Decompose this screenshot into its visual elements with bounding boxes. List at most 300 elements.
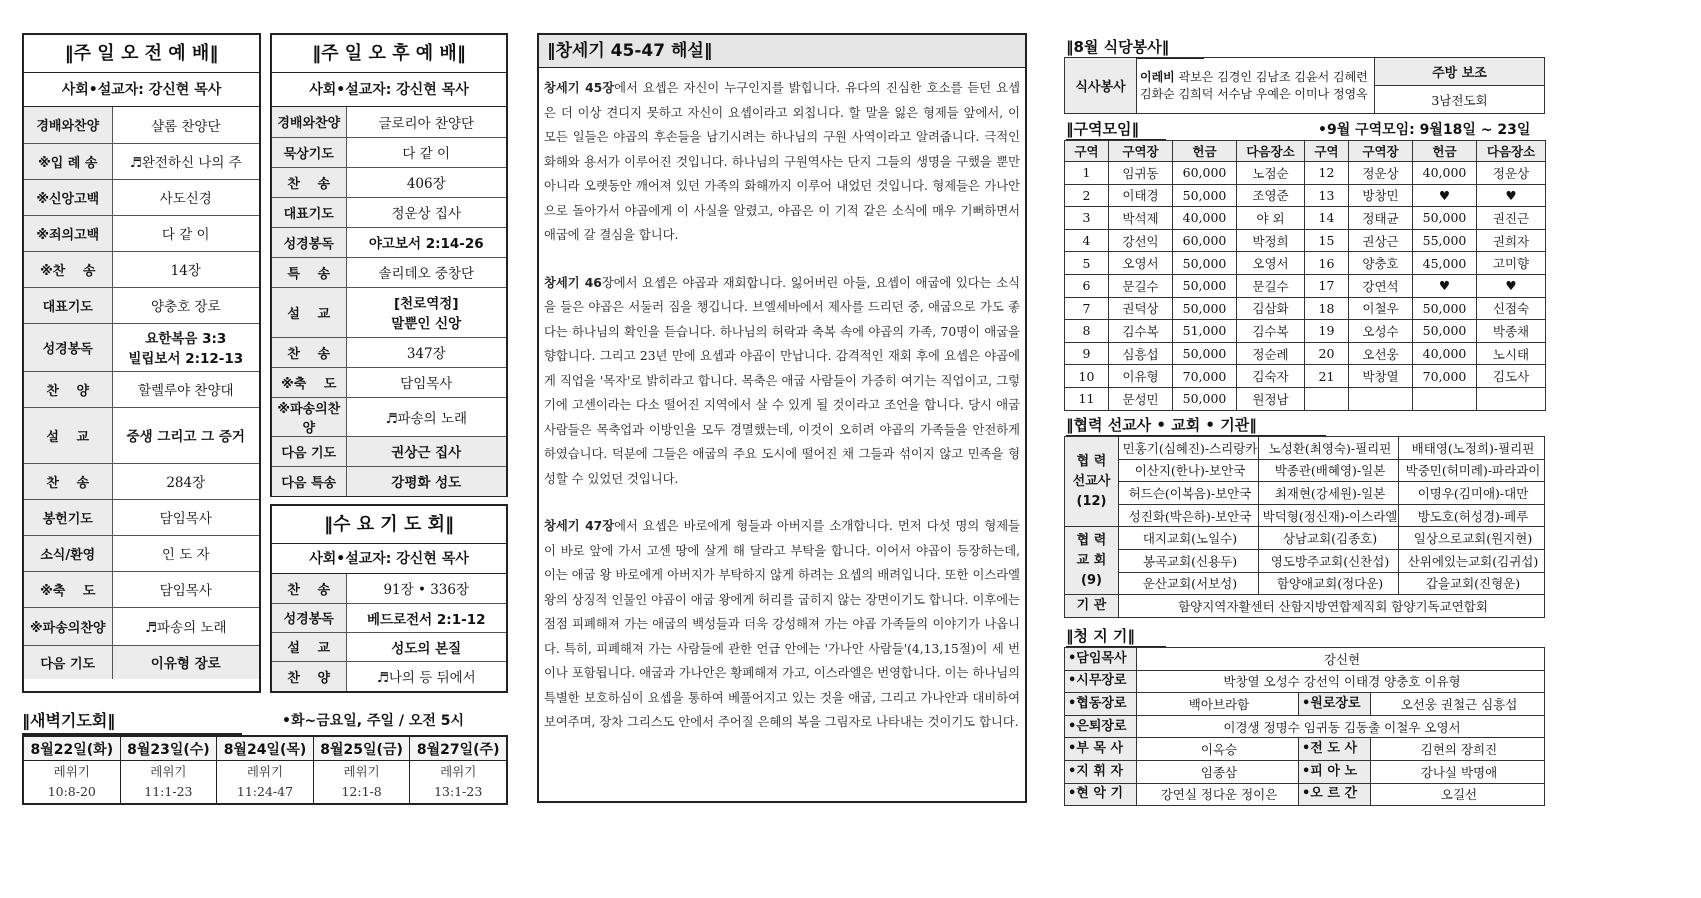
morning-row-label: 소식/환영 bbox=[24, 535, 112, 571]
district-cell: 심흥섭 bbox=[1109, 342, 1173, 365]
dawn-reading bbox=[313, 761, 410, 804]
district-cell: 1 bbox=[1065, 162, 1109, 185]
district-cell: 오영서 bbox=[1109, 252, 1173, 275]
role-value: 김현의 장희진 bbox=[1371, 738, 1545, 761]
morning-row bbox=[24, 179, 259, 215]
morning-row-value bbox=[112, 571, 259, 607]
wednesday-row bbox=[272, 661, 506, 691]
district-cell: 신점숙 bbox=[1477, 297, 1546, 320]
morning-row bbox=[24, 645, 259, 679]
district-row bbox=[1065, 252, 1546, 275]
church-cell: 영도방주교회(신찬섭) bbox=[1259, 549, 1399, 572]
missionary-row bbox=[1065, 459, 1545, 482]
afternoon-row bbox=[272, 436, 506, 466]
district-cell: 임귀동 bbox=[1109, 162, 1173, 185]
paragraph-46-lead: 창세기 46 bbox=[544, 275, 602, 290]
org-list: 함양지역자활센터 산함지방연합제직회 함양기독교연합회 bbox=[1119, 595, 1545, 618]
district-cell: 50,000 bbox=[1413, 297, 1477, 320]
district-cell: 박정희 bbox=[1237, 229, 1305, 252]
district-row bbox=[1065, 297, 1546, 320]
morning-row bbox=[24, 287, 259, 323]
wednesday-row-value bbox=[346, 574, 506, 603]
role-label: •현 악 기 bbox=[1065, 783, 1137, 806]
district-cell: 방창민 bbox=[1349, 184, 1413, 207]
role-value: 임종삼 bbox=[1137, 760, 1299, 783]
district-cell: 권상근 bbox=[1349, 229, 1413, 252]
district-row bbox=[1065, 207, 1546, 230]
morning-row-label: ※입 례 송 bbox=[24, 143, 112, 179]
role-label: •전 도 사 bbox=[1299, 738, 1371, 761]
district-cell: 오성수 bbox=[1349, 320, 1413, 343]
district-cell: 정운상 bbox=[1477, 162, 1546, 185]
afternoon-row-value bbox=[346, 167, 506, 197]
dawn-reading bbox=[120, 761, 217, 804]
afternoon-row-value-text: 담임목사 bbox=[400, 376, 453, 392]
church-cell: 일상으로교회(원지현) bbox=[1399, 527, 1545, 550]
district-cell: 21 bbox=[1305, 365, 1349, 388]
wednesday-row-value-text: ♬나의 등 뒤에서 bbox=[376, 670, 476, 687]
role-value: 강나실 박명애 bbox=[1371, 760, 1545, 783]
dawn-book: 레위기 bbox=[150, 764, 187, 779]
district-cell: 4 bbox=[1065, 229, 1109, 252]
afternoon-row-value-text-2: 말뿐인 신앙 bbox=[391, 316, 462, 332]
morning-row bbox=[24, 571, 259, 607]
district-cell: 12 bbox=[1305, 162, 1349, 185]
district-cell: 50,000 bbox=[1413, 320, 1477, 343]
role-label: •원로장로 bbox=[1299, 693, 1371, 716]
morning-row-value bbox=[112, 535, 259, 571]
wednesday-prayer-box bbox=[270, 504, 508, 693]
district-cell: ♥ bbox=[1477, 274, 1546, 297]
district-cell: 원정남 bbox=[1237, 387, 1305, 410]
dawn-prayer-note: •화~금요일, 주일 / 오전 5시 bbox=[282, 713, 465, 729]
afternoon-row-value bbox=[346, 466, 506, 496]
wednesday-row-value bbox=[346, 632, 506, 661]
genesis-commentary-title: ‖창세기 45-47 해설‖ bbox=[539, 35, 1025, 68]
district-cell: 51,000 bbox=[1173, 320, 1237, 343]
church-cell: 봉곡교회(신용두) bbox=[1119, 549, 1259, 572]
role-value: 이경생 정명수 임귀동 김동출 이철우 오영서 bbox=[1137, 715, 1545, 738]
district-header: 다음장소 bbox=[1477, 141, 1546, 162]
paragraph-45-text: 에서 요셉은 자신이 누구인지를 밝힙니다. 유다의 진심한 호소를 듣던 요셉은 더 이상 견디지 못하고 자신이 요셉이라고 외칩니다. 할 말을 잃은 형제들 앞에서, 이 모든 일들은 야곱의 후손들을 남기시려는 하나님의 구원 사역이라고 알려줍니다. 극적인 화해와 용서가 이루어진 것입니다. 하나님의 구원역사는 단지 그들의 생명을 구했을 뿐만 아니라 오랫동안 깨어져 있던 가족의 화해까지 이루어 내었던 것입니다. 형제들은 가나안으로 돌아가서 야곱에게 이 사실을 알렸고, 야곱은 이 기적 같은 소식에 매우 기뻐하면서 애굽에 갈 결심을 합니다. bbox=[544, 81, 1020, 242]
wednesday-row bbox=[272, 603, 506, 632]
district-cell: 김도사 bbox=[1477, 365, 1546, 388]
afternoon-row bbox=[272, 227, 506, 257]
cafeteria-names-list: 곽보은 김경인 김남조 김윤서 김혜련 김화순 김희덕 서수남 우예은 이미나 정영옥 bbox=[1140, 69, 1368, 101]
role-label: •지 휘 자 bbox=[1065, 760, 1137, 783]
district-cell: 60,000 bbox=[1173, 162, 1237, 185]
dawn-date: 8월22일(화) bbox=[24, 737, 121, 761]
afternoon-row bbox=[272, 466, 506, 496]
dawn-reading bbox=[217, 761, 314, 804]
afternoon-row-label: ※파송의찬양 bbox=[272, 397, 346, 436]
roles-table bbox=[1064, 647, 1545, 806]
missionary-cell: 박중민(허미례)-파라과이 bbox=[1399, 459, 1545, 482]
wednesday-row-label: 성경봉독 bbox=[272, 603, 346, 632]
district-cell: 김수복 bbox=[1109, 320, 1173, 343]
cafeteria-table bbox=[1064, 57, 1545, 114]
role-label: •담임목사 bbox=[1065, 648, 1137, 671]
morning-row bbox=[24, 371, 259, 407]
wednesday-prayer-leader: 사회•설교자: 강신현 목사 bbox=[272, 544, 506, 574]
paragraph-46-text: 장에서 요셉은 야곱과 재회합니다. 잃어버린 아들, 요셉이 애굽에 있다는 소식을 들은 야곱은 서둘러 짐을 챙깁니다. 브엘세바에서 제사를 드리던 중, 애굽으로 가도 좋다는 하나님의 확인을 듣습니다. 하나님의 허락과 축복 속에 야곱의 가족, 70명이 애굽을 향합니다. 그리고 23년 만에 요셉과 야곱이 만납니다. 감격적인 재회 후에 요셉은 야곱에게 직업을 '목자'로 밝히라고 합니다. 목축은 애굽 사람들이 가증히 여기는 직업이고, 그렇기에 고센이라는 다소 떨어진 지역에서 살 수 있게 될 것이라고 조언을 합니다. 당시 애굽 사람들은 목축업과 이방인을 모두 경멸했는데, 이것이 오히려 야곱의 가족들을 안전하게 하였습니다. 덕분에 그들은 애굽의 주요 도시에 떨어진 채 그들과 섞이지 않고 민족을 형성할 수 있었던 것입니다. bbox=[544, 275, 1020, 486]
district-cell: 20 bbox=[1305, 342, 1349, 365]
role-label: •시무장로 bbox=[1065, 670, 1137, 693]
district-note: •9월 구역모임: 9월18일 ~ 23일 bbox=[1318, 122, 1531, 138]
missionary-cell: 방도호(허성경)-페루 bbox=[1399, 504, 1545, 527]
district-cell: ♥ bbox=[1413, 274, 1477, 297]
missionary-cell: 박종관(배혜영)-일본 bbox=[1259, 459, 1399, 482]
dawn-ref: 10:8-20 bbox=[47, 784, 96, 799]
district-cell: 정순례 bbox=[1237, 342, 1305, 365]
morning-row-label: ※찬 송 bbox=[24, 251, 112, 287]
cafeteria-names bbox=[1137, 58, 1375, 114]
morning-row-value-text: 이유형 장로 bbox=[150, 656, 221, 673]
afternoon-row bbox=[272, 167, 506, 197]
wednesday-row-value-text: 91장 • 336장 bbox=[383, 582, 470, 599]
morning-row-label: ※죄의고백 bbox=[24, 215, 112, 251]
dawn-book: 레위기 bbox=[343, 764, 380, 779]
afternoon-row bbox=[272, 367, 506, 397]
afternoon-service-table bbox=[272, 107, 506, 496]
district-cell: 18 bbox=[1305, 297, 1349, 320]
wednesday-prayer-title: ‖수 요 기 도 회‖ bbox=[272, 506, 506, 544]
district-cell: 10 bbox=[1065, 365, 1109, 388]
missionary-row bbox=[1065, 437, 1545, 460]
district-title: ‖구역모임‖ bbox=[1066, 118, 1166, 141]
missionary-cell: 노성환(최영숙)-필리핀 bbox=[1259, 437, 1399, 460]
district-cell: 55,000 bbox=[1413, 229, 1477, 252]
church-cell: 상남교회(김종호) bbox=[1259, 527, 1399, 550]
church-cell: 산위에있는교회(김귀섭) bbox=[1399, 549, 1545, 572]
district-cell: 정운상 bbox=[1349, 162, 1413, 185]
district-cell bbox=[1413, 387, 1477, 410]
district-cell: 40,000 bbox=[1173, 207, 1237, 230]
district-header: 헌금 bbox=[1413, 141, 1477, 162]
morning-row-value-text: 14장 bbox=[170, 263, 201, 279]
morning-service-title: ‖주 일 오 전 예 배‖ bbox=[24, 35, 259, 73]
missionary-cell: 민홍기(심혜진)-스리랑카 bbox=[1119, 437, 1259, 460]
district-row bbox=[1065, 229, 1546, 252]
morning-row bbox=[24, 107, 259, 143]
dawn-reading bbox=[410, 761, 507, 804]
morning-service-table bbox=[24, 107, 259, 679]
role-label: •오 르 간 bbox=[1299, 783, 1371, 806]
morning-row bbox=[24, 607, 259, 645]
district-cell: 50,000 bbox=[1173, 252, 1237, 275]
district-cell bbox=[1349, 387, 1413, 410]
missionary-cell: 박덕형(정신재)-이스라엘 bbox=[1259, 504, 1399, 527]
morning-row-value bbox=[112, 463, 259, 499]
dawn-ref: 11:24-47 bbox=[236, 784, 294, 799]
role-row bbox=[1065, 693, 1545, 716]
district-cell: 50,000 bbox=[1173, 184, 1237, 207]
morning-row bbox=[24, 215, 259, 251]
afternoon-row-label: 찬 송 bbox=[272, 167, 346, 197]
district-cell: 70,000 bbox=[1173, 365, 1237, 388]
afternoon-row-label: 특 송 bbox=[272, 257, 346, 287]
morning-row bbox=[24, 463, 259, 499]
roles-title: ‖청 지 기‖ bbox=[1066, 625, 1166, 648]
district-cell: 조영준 bbox=[1237, 184, 1305, 207]
district-cell: 2 bbox=[1065, 184, 1109, 207]
afternoon-row-label: 찬 송 bbox=[272, 337, 346, 367]
role-row bbox=[1065, 783, 1545, 806]
morning-row-label: 봉헌기도 bbox=[24, 499, 112, 535]
cafeteria-label: 식사봉사 bbox=[1065, 58, 1137, 114]
morning-row-value-text: ♬완전하신 나의 주 bbox=[129, 155, 242, 171]
morning-row-label: 찬 송 bbox=[24, 463, 112, 499]
district-cell: 박석제 bbox=[1109, 207, 1173, 230]
role-value: 오선웅 권철근 심흥섭 bbox=[1371, 693, 1545, 716]
afternoon-row-value bbox=[346, 397, 506, 436]
morning-row-value-text: 담임목사 bbox=[159, 583, 212, 599]
morning-row-label: ※신앙고백 bbox=[24, 179, 112, 215]
dawn-ref: 11:1-23 bbox=[144, 784, 193, 799]
district-cell: 고미향 bbox=[1477, 252, 1546, 275]
role-value: 박창열 오성수 강선익 이태경 양충호 이유형 bbox=[1137, 670, 1545, 693]
district-cell: 15 bbox=[1305, 229, 1349, 252]
district-cell: 50,000 bbox=[1413, 207, 1477, 230]
district-cell: 문길수 bbox=[1237, 274, 1305, 297]
district-cell: 문길수 bbox=[1109, 274, 1173, 297]
afternoon-row-value-text: 글로리아 찬양단 bbox=[378, 115, 475, 132]
district-cell: 8 bbox=[1065, 320, 1109, 343]
missionary-cell: 최재현(강세원)-일본 bbox=[1259, 482, 1399, 505]
district-cell: 7 bbox=[1065, 297, 1109, 320]
role-label: •피 아 노 bbox=[1299, 760, 1371, 783]
afternoon-row-value-text: 347장 bbox=[406, 346, 446, 362]
morning-row-value-text: 할렐루야 찬양대 bbox=[137, 383, 234, 399]
morning-row bbox=[24, 407, 259, 463]
afternoon-row-label: ※축 도 bbox=[272, 367, 346, 397]
missionary-cell: 이명우(김미애)-대만 bbox=[1399, 482, 1545, 505]
cafeteria-head: 이레비 bbox=[1140, 69, 1175, 84]
afternoon-row-value bbox=[346, 197, 506, 227]
role-row bbox=[1065, 738, 1545, 761]
missionary-cell: 성진화(박은하)-보안국 bbox=[1119, 504, 1259, 527]
afternoon-row-label: 성경봉독 bbox=[272, 227, 346, 257]
afternoon-row-value bbox=[346, 436, 506, 466]
district-cell: 50,000 bbox=[1173, 297, 1237, 320]
district-row bbox=[1065, 342, 1546, 365]
afternoon-row-value bbox=[346, 287, 506, 337]
church-cell: 갑을교회(진형운) bbox=[1399, 572, 1545, 595]
morning-row-value-text: 양충호 장로 bbox=[151, 299, 221, 315]
missionary-cell: 허드슨(이복음)-보안국 bbox=[1119, 482, 1259, 505]
org-label: 기 관 bbox=[1065, 595, 1119, 618]
district-cell: 박종채 bbox=[1477, 320, 1546, 343]
afternoon-row bbox=[272, 137, 506, 167]
district-table bbox=[1064, 140, 1546, 411]
district-cell: 19 bbox=[1305, 320, 1349, 343]
dawn-ref: 13:1-23 bbox=[434, 784, 483, 799]
district-cell: 5 bbox=[1065, 252, 1109, 275]
role-label: •부 목 사 bbox=[1065, 738, 1137, 761]
district-cell: 박창열 bbox=[1349, 365, 1413, 388]
dawn-book: 레위기 bbox=[440, 764, 477, 779]
role-row bbox=[1065, 715, 1545, 738]
kitchen-value: 3남전도회 bbox=[1375, 86, 1545, 114]
dawn-date: 8월23일(수) bbox=[120, 737, 217, 761]
afternoon-service-title: ‖주 일 오 후 예 배‖ bbox=[272, 35, 506, 73]
missionary-cell: 이산지(한나)-보안국 bbox=[1119, 459, 1259, 482]
district-cell: 60,000 bbox=[1173, 229, 1237, 252]
afternoon-row-value-text: 강평화 성도 bbox=[391, 475, 462, 492]
district-row bbox=[1065, 274, 1546, 297]
morning-row-value bbox=[112, 107, 259, 143]
morning-row-label: 성경봉독 bbox=[24, 323, 112, 371]
morning-row-value-text: 중생 그리고 그 증거 bbox=[126, 429, 245, 445]
wednesday-row-label: 설 교 bbox=[272, 632, 346, 661]
church-cell: 함양애교회(정다운) bbox=[1259, 572, 1399, 595]
missionary-row bbox=[1065, 504, 1545, 527]
dawn-date: 8월24일(목) bbox=[217, 737, 314, 761]
afternoon-row-value-text: 정운상 집사 bbox=[391, 206, 461, 222]
morning-row-label: 대표기도 bbox=[24, 287, 112, 323]
morning-row-value bbox=[112, 645, 259, 679]
morning-row-value bbox=[112, 607, 259, 645]
afternoon-row-label: 대표기도 bbox=[272, 197, 346, 227]
morning-row bbox=[24, 535, 259, 571]
role-value: 강신현 bbox=[1137, 648, 1545, 671]
district-cell: 오선웅 bbox=[1349, 342, 1413, 365]
paragraph-46 bbox=[539, 271, 1025, 492]
district-cell: 13 bbox=[1305, 184, 1349, 207]
dawn-book: 레위기 bbox=[246, 764, 284, 779]
district-cell: 40,000 bbox=[1413, 162, 1477, 185]
morning-row-label: ※축 도 bbox=[24, 571, 112, 607]
district-cell: 50,000 bbox=[1173, 387, 1237, 410]
morning-row-value-text: 다 같 이 bbox=[161, 227, 210, 243]
afternoon-row-value bbox=[346, 257, 506, 287]
afternoon-row-label: 묵상기도 bbox=[272, 137, 346, 167]
district-cell: 17 bbox=[1305, 274, 1349, 297]
district-cell: 이철우 bbox=[1349, 297, 1413, 320]
paragraph-45 bbox=[539, 76, 1025, 248]
wednesday-row bbox=[272, 632, 506, 661]
dawn-prayer-title: ‖새벽기도회‖ bbox=[22, 708, 242, 735]
afternoon-row-value-text: [천로역정] bbox=[393, 296, 459, 312]
genesis-commentary bbox=[537, 33, 1027, 803]
dawn-date: 8월27일(주) bbox=[410, 737, 507, 761]
morning-row-value bbox=[112, 143, 259, 179]
role-label: •협동장로 bbox=[1065, 693, 1137, 716]
morning-row-value bbox=[112, 407, 259, 463]
morning-row bbox=[24, 323, 259, 371]
afternoon-service-leader: 사회•설교자: 강신현 목사 bbox=[272, 73, 506, 107]
afternoon-row-label: 경배와찬양 bbox=[272, 107, 346, 137]
afternoon-row bbox=[272, 287, 506, 337]
afternoon-row-value bbox=[346, 367, 506, 397]
district-cell: 45,000 bbox=[1413, 252, 1477, 275]
afternoon-row-value bbox=[346, 107, 506, 137]
district-cell: 6 bbox=[1065, 274, 1109, 297]
district-row bbox=[1065, 162, 1546, 185]
role-value: 강연실 정다운 정이은 bbox=[1137, 783, 1299, 806]
morning-service-leader: 사회•설교자: 강신현 목사 bbox=[24, 73, 259, 107]
morning-service-box bbox=[22, 33, 261, 693]
district-header: 구역 bbox=[1065, 141, 1109, 162]
afternoon-row bbox=[272, 197, 506, 227]
afternoon-row-value bbox=[346, 227, 506, 257]
district-row bbox=[1065, 184, 1546, 207]
district-cell: 9 bbox=[1065, 342, 1109, 365]
morning-row-value-text: 담임목사 bbox=[159, 511, 212, 527]
afternoon-row bbox=[272, 337, 506, 367]
district-cell: 오영서 bbox=[1237, 252, 1305, 275]
district-cell bbox=[1477, 387, 1546, 410]
district-cell: 김숙자 bbox=[1237, 365, 1305, 388]
afternoon-row-value-text: 솔리데오 중창단 bbox=[378, 266, 475, 282]
wednesday-row-value-text: 성도의 본질 bbox=[391, 640, 462, 657]
district-cell: 70,000 bbox=[1413, 365, 1477, 388]
role-row bbox=[1065, 648, 1545, 671]
district-cell: 이유형 bbox=[1109, 365, 1173, 388]
morning-row-label: ※파송의찬양 bbox=[24, 607, 112, 645]
district-header: 구역장 bbox=[1109, 141, 1173, 162]
morning-row-value bbox=[112, 323, 259, 371]
org-row bbox=[1065, 595, 1545, 618]
role-row bbox=[1065, 670, 1545, 693]
morning-row-value bbox=[112, 287, 259, 323]
morning-row-label: 설 교 bbox=[24, 407, 112, 463]
mission-title: ‖협력 선교사 • 교회 • 기관‖ bbox=[1066, 414, 1326, 437]
district-cell: 야 외 bbox=[1237, 207, 1305, 230]
dawn-ref: 12:1-8 bbox=[341, 784, 382, 799]
afternoon-row-value-text: 다 같 이 bbox=[402, 146, 451, 162]
role-row bbox=[1065, 760, 1545, 783]
district-cell: 강선익 bbox=[1109, 229, 1173, 252]
district-cell: 문성민 bbox=[1109, 387, 1173, 410]
district-cell: 김수복 bbox=[1237, 320, 1305, 343]
wednesday-row-value bbox=[346, 603, 506, 632]
district-header: 구역장 bbox=[1349, 141, 1413, 162]
district-cell: 정태균 bbox=[1349, 207, 1413, 230]
church-row bbox=[1065, 549, 1545, 572]
morning-row-value-text: 샬롬 찬양단 bbox=[151, 118, 221, 135]
dawn-book: 레위기 bbox=[53, 764, 90, 779]
district-cell: 양충호 bbox=[1349, 252, 1413, 275]
district-cell: 김삼화 bbox=[1237, 297, 1305, 320]
afternoon-row-value-text: ♬파송의 노래 bbox=[385, 410, 468, 427]
morning-row-value-text: 인 도 자 bbox=[161, 547, 210, 563]
dawn-reading bbox=[24, 761, 121, 804]
afternoon-row bbox=[272, 257, 506, 287]
mission-table bbox=[1064, 436, 1545, 618]
district-header: 다음장소 bbox=[1237, 141, 1305, 162]
district-header: 구역 bbox=[1305, 141, 1349, 162]
district-cell: 노점순 bbox=[1237, 162, 1305, 185]
morning-row-label: 찬 양 bbox=[24, 371, 112, 407]
district-cell: 16 bbox=[1305, 252, 1349, 275]
morning-row-value-text: ♬파송의 노래 bbox=[144, 620, 227, 636]
district-cell: 50,000 bbox=[1173, 274, 1237, 297]
district-cell: 권진근 bbox=[1477, 207, 1546, 230]
role-label: •은퇴장로 bbox=[1065, 715, 1137, 738]
paragraph-47 bbox=[539, 514, 1025, 735]
missionary-row bbox=[1065, 482, 1545, 505]
district-cell bbox=[1305, 387, 1349, 410]
wednesday-row-value bbox=[346, 661, 506, 691]
district-cell: ♥ bbox=[1477, 184, 1546, 207]
dawn-prayer-table bbox=[22, 735, 508, 805]
district-cell: 권희자 bbox=[1477, 229, 1546, 252]
district-cell: 권덕상 bbox=[1109, 297, 1173, 320]
wednesday-row-label: 찬 양 bbox=[272, 661, 346, 691]
district-cell: 이태경 bbox=[1109, 184, 1173, 207]
morning-row-value bbox=[112, 179, 259, 215]
